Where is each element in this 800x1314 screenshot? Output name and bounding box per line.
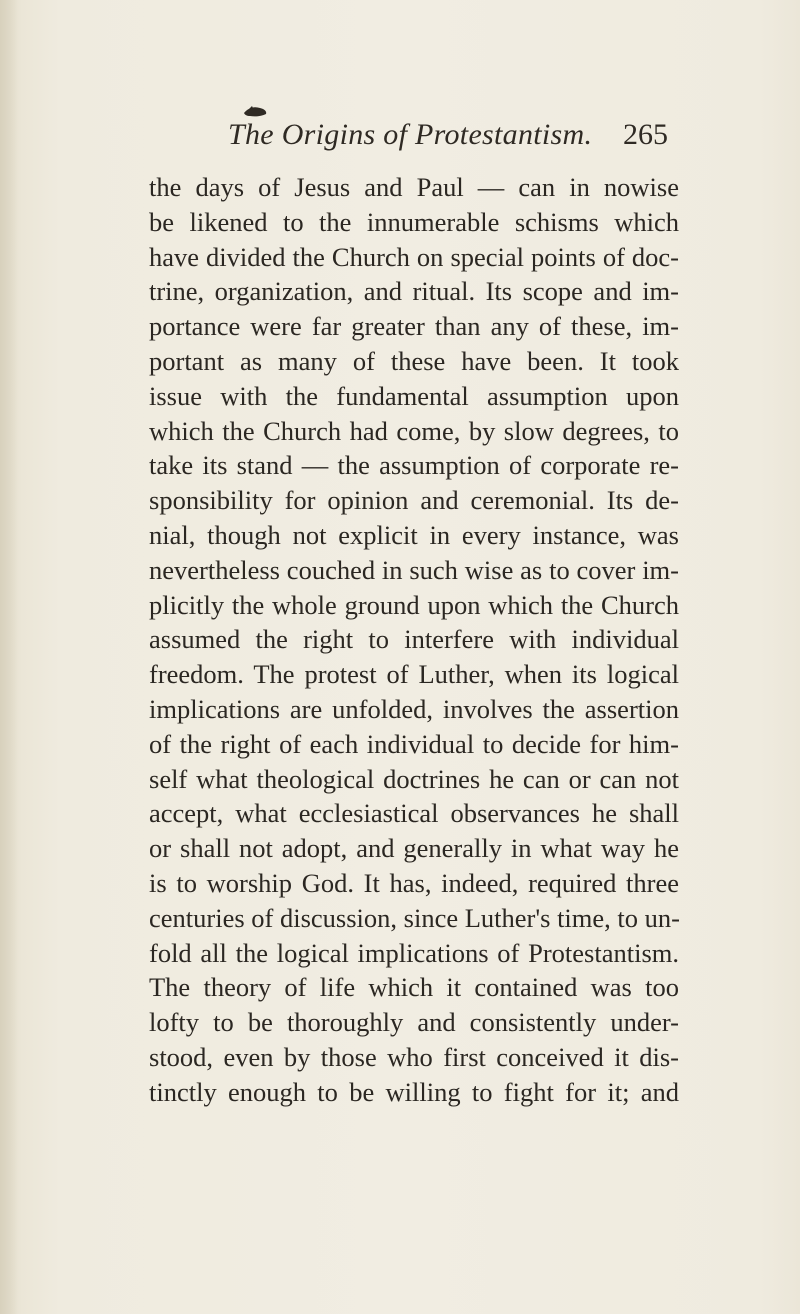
text-line: stood, even by those who first conceived it dis- — [149, 1041, 679, 1072]
text-line: nevertheless couched in such wise as to cover im- — [149, 554, 679, 585]
text-line: which the Church had come, by slow degrees, to — [149, 415, 679, 446]
text-line: centuries of discussion, since Luther's time, to un- — [149, 902, 680, 933]
text-line: nial, though not explicit in every instance, was — [149, 519, 679, 550]
text-line: portant as many of these have been. It took — [149, 345, 679, 376]
text-line: implications are unfolded, involves the assertion — [149, 693, 679, 724]
text-line: freedom. The protest of Luther, when its logical — [149, 659, 679, 690]
text-line: sponsibility for opinion and ceremonial. Its de- — [149, 485, 679, 516]
running-title: The Origins of Protestantism. — [228, 118, 593, 151]
body-text — [149, 170, 679, 1110]
text-line: lofty to be thoroughly and consistently under- — [149, 1007, 679, 1038]
text-line: plicitly the whole ground upon which the Church — [149, 589, 679, 620]
text-line: take its stand — the assumption of corporate re- — [149, 450, 679, 481]
text-line: tinctly enough to be willing to fight for it; and — [149, 1076, 679, 1107]
text-line: be likened to the innumerable schisms which — [149, 206, 679, 237]
text-line: or shall not adopt, and generally in what way he — [149, 833, 679, 864]
page-gutter-shadow — [0, 0, 18, 1314]
text-line: issue with the fundamental assumption upon — [149, 380, 679, 411]
text-line: fold all the logical implications of Protestantism. — [149, 937, 679, 968]
page-number: 265 — [623, 118, 668, 151]
text-line: have divided the Church on special points of doc- — [149, 241, 679, 272]
running-header — [228, 118, 668, 158]
text-line: trine, organization, and ritual. Its scope and im- — [149, 276, 679, 307]
text-line: portance were far greater than any of these, im- — [149, 311, 679, 342]
text-line: The theory of life which it contained was too — [149, 972, 679, 1003]
text-line: accept, what ecclesiastical observances he shall — [149, 798, 679, 829]
text-line: is to worship God. It has, indeed, required three — [149, 867, 679, 898]
text-line: self what theological doctrines he can or can not — [149, 763, 679, 794]
text-line: assumed the right to interfere with individual — [149, 624, 679, 655]
text-line: the days of Jesus and Paul — can in nowise — [149, 172, 679, 202]
text-line: of the right of each individual to decide for him- — [149, 728, 679, 759]
